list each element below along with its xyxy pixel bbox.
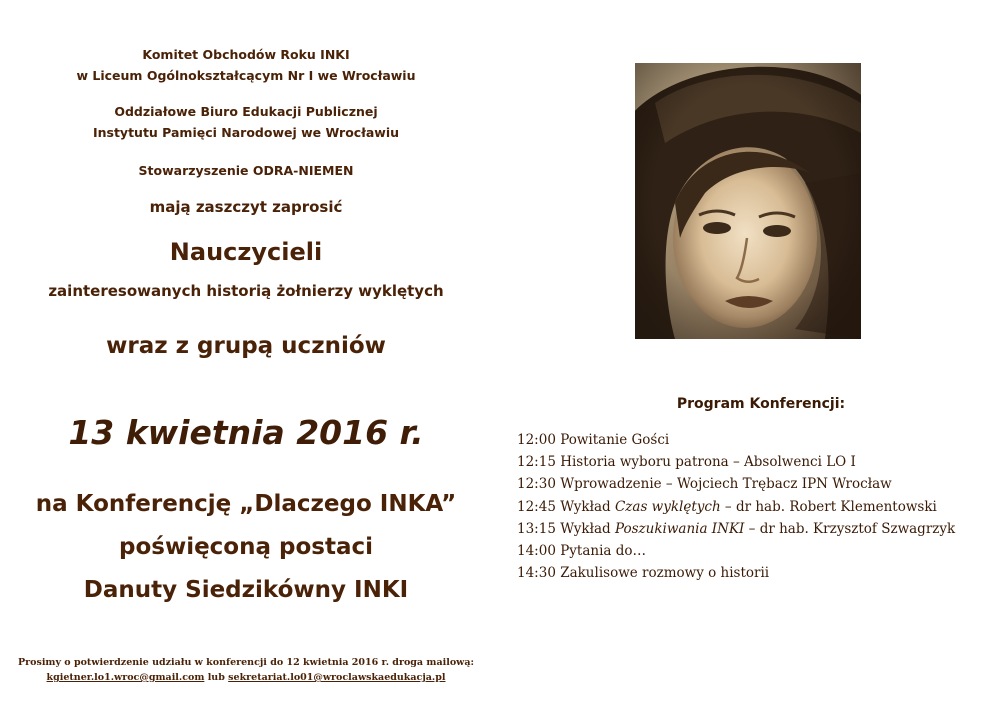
invite-text: mają zaszczyt zaprosić: [149, 198, 343, 216]
program-item: 14:00 Pytania do…: [517, 543, 647, 560]
organizer-1-line-1: Komitet Obchodów Roku INKI: [142, 47, 350, 62]
program-item: [517, 518, 955, 540]
rsvp-email-link-2[interactable]: sekretariat.lo01@wroclawskaedukacja.pl: [228, 672, 446, 683]
portrait-image: [635, 63, 861, 339]
program-item-time-label: 13:15 Wykład: [517, 520, 615, 537]
organizer-2-line-2: Instytutu Pamięci Narodowej we Wrocławiu: [92, 125, 400, 140]
conference-title: [0, 483, 492, 612]
rsvp-email-link-1[interactable]: kgietner.lo1.wroc@gmail.com: [46, 672, 205, 683]
rsvp-footer: [0, 655, 492, 685]
organizer-2: [0, 101, 492, 143]
conference-title-line-3: Danuty Siedzikówny INKI: [83, 577, 409, 603]
event-date: 13 kwietnia 2016 r.: [68, 413, 424, 452]
program-item: [517, 496, 955, 518]
program-item: 12:30 Wprowadzenie – Wojciech Trębacz IPN Wrocław: [517, 476, 892, 493]
rsvp-emails: [0, 670, 492, 685]
program-item: 12:15 Historia wyboru patrona – Absolwenci LO I: [517, 454, 856, 471]
program-item-speaker: – dr hab. Robert Klementowski: [720, 498, 937, 515]
program-list: [517, 429, 955, 584]
rsvp-connector: lub: [204, 672, 229, 683]
organizer-1-line-2: w Liceum Ogólnokształcącym Nr I we Wrocławiu: [76, 68, 416, 83]
lecture-title: Czas wyklętych: [614, 498, 721, 515]
rsvp-text: Prosimy o potwierdzenie udziału w konferencji do 12 kwietnia 2016 r. droga mailową:: [17, 657, 474, 668]
audience-subheading: zainteresowanych historią żołnierzy wyklętych: [48, 282, 444, 300]
organizer-2-line-1: Oddziałowe Biuro Edukacji Publicznej: [114, 104, 378, 119]
program-item: 14:30 Zakulisowe rozmowy o historii: [517, 565, 770, 582]
program-title: Program Konferencji:: [676, 396, 846, 412]
program-item-speaker: – dr hab. Krzysztof Szwagrzyk: [744, 520, 956, 537]
portrait-photo: [635, 63, 861, 339]
audience-heading: Nauczycieli: [169, 238, 323, 266]
conference-title-line-2: poświęconą postaci: [118, 534, 373, 560]
with-students-text: wraz z grupą uczniów: [106, 333, 386, 359]
program-item: 12:00 Powitanie Gości: [517, 432, 670, 448]
organizer-3: [0, 160, 492, 181]
organizer-1: [0, 44, 492, 86]
conference-title-line-1: na Konferencję „Dlaczego INKA”: [35, 491, 457, 517]
program-item-time-label: 12:45 Wykład: [517, 498, 615, 515]
organizer-3-line-1: Stowarzyszenie ODRA-NIEMEN: [138, 163, 354, 178]
lecture-title: Poszukiwania INKI: [614, 520, 745, 537]
